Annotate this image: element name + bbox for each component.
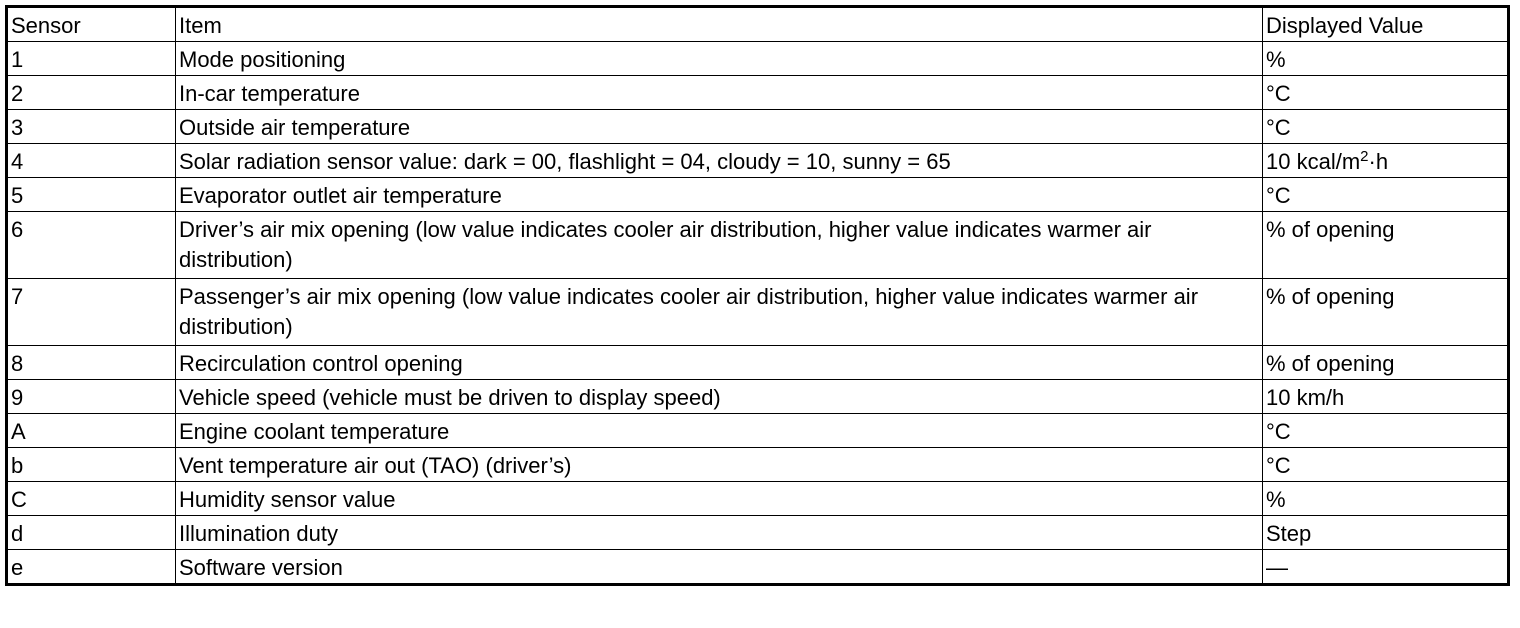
sensor-id: C [7,482,176,516]
displayed-value: °C [1263,414,1509,448]
table-row [7,279,1509,346]
table-row [7,550,1509,585]
table-row [7,346,1509,380]
sensor-table [5,5,1510,586]
item-description: Passenger’s air mix opening (low value indicates cooler air distribution, higher value indicates warmer air distribution) [176,279,1263,346]
sensor-id: 7 [7,279,176,346]
displayed-value: °C [1263,110,1509,144]
item-description: Vent temperature air out (TAO) (driver’s) [176,448,1263,482]
item-description: Mode positioning [176,42,1263,76]
table-row [7,110,1509,144]
displayed-value: 10 km/h [1263,380,1509,414]
sensor-id: 6 [7,212,176,279]
table-row [7,414,1509,448]
table-row [7,516,1509,550]
sensor-id: 3 [7,110,176,144]
table-row [7,76,1509,110]
sensor-id: 5 [7,178,176,212]
header-sensor: Sensor [7,7,176,42]
item-description: Vehicle speed (vehicle must be driven to display speed) [176,380,1263,414]
value-text-suffix: ·h [1368,149,1389,174]
displayed-value: % [1263,42,1509,76]
displayed-value [1263,144,1509,178]
sensor-id: e [7,550,176,585]
value-text: 10 kcal/m [1266,149,1361,174]
sensor-id: 2 [7,76,176,110]
sensor-id: 9 [7,380,176,414]
item-description: Driver’s air mix opening (low value indicates cooler air distribution, higher value indicates warmer air distribution) [176,212,1263,279]
displayed-value: °C [1263,448,1509,482]
item-description: Engine coolant temperature [176,414,1263,448]
sensor-id: b [7,448,176,482]
sensor-id: 1 [7,42,176,76]
table-row [7,144,1509,178]
displayed-value: — [1263,550,1509,585]
displayed-value: % of opening [1263,279,1509,346]
displayed-value: °C [1263,76,1509,110]
displayed-value: Step [1263,516,1509,550]
item-description: Evaporator outlet air temperature [176,178,1263,212]
item-description: Recirculation control opening [176,346,1263,380]
table-header-row [7,7,1509,42]
displayed-value: % of opening [1263,212,1509,279]
sensor-id: A [7,414,176,448]
item-description: Outside air temperature [176,110,1263,144]
displayed-value: % [1263,482,1509,516]
value-exponent: 2 [1360,148,1369,165]
item-description: In-car temperature [176,76,1263,110]
table-row [7,380,1509,414]
table-row [7,482,1509,516]
item-description: Illumination duty [176,516,1263,550]
item-description: Solar radiation sensor value: dark = 00, flashlight = 04, cloudy = 10, sunny = 65 [176,144,1263,178]
table-row [7,42,1509,76]
header-displayed-value: Displayed Value [1263,7,1509,42]
header-item: Item [176,7,1263,42]
table-row [7,178,1509,212]
sensor-id: 4 [7,144,176,178]
table-row [7,212,1509,279]
item-description: Humidity sensor value [176,482,1263,516]
sensor-id: d [7,516,176,550]
table-row [7,448,1509,482]
displayed-value: °C [1263,178,1509,212]
displayed-value: % of opening [1263,346,1509,380]
item-description: Software version [176,550,1263,585]
sensor-id: 8 [7,346,176,380]
